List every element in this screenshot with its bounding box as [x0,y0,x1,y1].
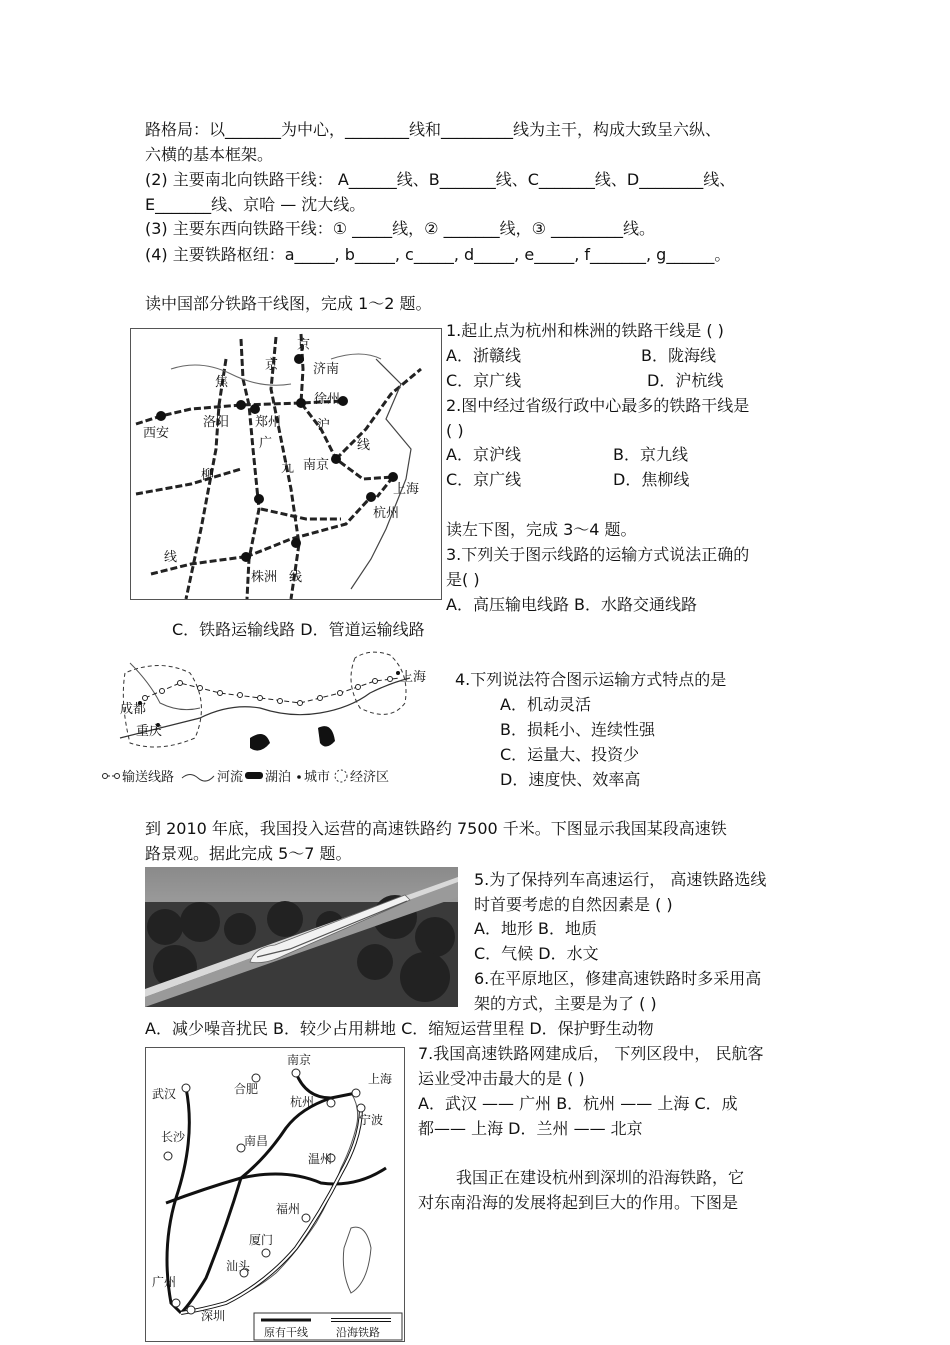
high-speed-rail-photo [145,867,458,1007]
map1-label-luoyang: 洛阳 [203,415,230,430]
paragraph-line-1: 我国正在建设杭州到深圳的沿海铁路，它 [456,1168,745,1187]
question-3: 3.下列关于图示线路的运输方式说法正确的 [446,545,750,564]
q3-options-cd: C．铁路运输线路 D．管道运输线路 [172,620,425,639]
map3-city-hangzhou: 杭州 [290,1095,315,1109]
map3-city-changsha: 长沙 [161,1130,186,1144]
q1-option-d: D．沪杭线 [647,371,724,390]
q6-options: A．减少噪音扰民 B．较少占用耕地 C．缩短运营里程 D．保护野生动物 [145,1019,654,1038]
intro-q3-4: 读左下图，完成 3～4 题。 [446,520,637,539]
legend-pipeline-label: 输送线路 [122,770,175,785]
map3-city-fuzhou: 福州 [276,1202,301,1216]
map3-city-shantou: 汕头 [226,1259,251,1273]
map1-label-nanjing: 南京 [303,458,330,473]
q2-option-b: B．京九线 [613,445,688,464]
coastal-railway-map [145,1047,405,1342]
text-line-5: (3) 主要东西向铁路干线：① _____线，② _______线，③ _________线。 [145,219,656,238]
question-6-b: 架的方式，主要是为了 ( ) [474,994,657,1013]
map1-label-jing-2: 京 [265,358,279,373]
q2-option-d: D．焦柳线 [613,470,690,489]
legend-econ-zone-label: 经济区 [350,770,390,785]
legend-city-label: 城市 [304,770,331,785]
map3-city-ningbo: 宁波 [359,1113,384,1127]
text-line-3: (2) 主要南北向铁路干线： A______线、B_______线、C_______线、D________线、 [145,170,736,189]
q1-option-a: A．浙赣线 [446,346,521,365]
map3-city-hefei: 合肥 [234,1082,259,1096]
map3-city-shanghai: 上海 [368,1072,393,1086]
q2-option-c: C．京广线 [446,470,522,489]
q5-options-cd: C．气候 D．水文 [474,944,599,963]
map1-label-jing-1: 京 [297,338,311,353]
intro-q1-2: 读中国部分铁路干线图，完成 1～2 题。 [145,294,432,313]
map3-city-xiamen: 厦门 [249,1233,274,1247]
map1-label-zhengzhou: 郑州 [255,415,282,430]
map1-label-jinan: 济南 [313,362,340,377]
q4-option-a: A．机动灵活 [500,695,591,714]
map1-label-xuzhou: 徐州 [314,392,341,407]
text-line-1: 路格局：以_______为中心，________线和_________线为主干，构成大致呈六纵、 [145,120,722,139]
pipeline-map-svg [100,643,445,788]
question-3-paren: 是( ) [446,570,480,589]
map1-label-xian-line: 线 [357,438,371,453]
map1-label-hu: 沪 [317,418,331,433]
question-2-paren: ( ) [446,421,464,440]
q7-options-line-2: 都—— 上海 D．兰州 —— 北京 [418,1119,643,1138]
map1-label-jiu: 九 [281,461,295,476]
question-5-b: 时首要考虑的自然因素是 ( ) [474,895,673,914]
map2-legend [103,769,390,785]
q7-options-line-1: A．武汉 —— 广州 B．杭州 —— 上海 C．成 [418,1094,738,1113]
map1-label-shanghai: 上海 [393,482,420,497]
intro-q5-7-a: 到 2010 年底，我国投入运营的高速铁路约 7500 千米。下图显示我国某段高速铁 [145,819,727,838]
question-7-a: 7.我国高速铁路网建成后， 下列区段中， 民航客 [418,1044,764,1063]
question-7-b: 运业受冲击最大的是 ( ) [418,1069,585,1088]
map1-label-xian-3: 线 [289,570,303,585]
map3-city-wuhan: 武汉 [152,1087,177,1101]
map1-label-jiao: 焦 [215,375,229,390]
text-line-6: (4) 主要铁路枢纽：a_____, b_____, c_____, d_____, e_____, f_______, g______。 [145,245,731,264]
map3-city-wenzhou: 温州 [308,1152,333,1166]
question-4: 4.下列说法符合图示运输方式特点的是 [455,670,727,689]
question-5-a: 5.为了保持列车高速运行， 高速铁路选线 [474,870,767,889]
map1-label-guang: 广 [259,436,273,451]
q4-option-c: C．运量大、投资少 [500,745,640,764]
question-1: 1.起止点为杭州和株洲的铁路干线是 ( ) [446,321,724,340]
railway-trunk-map-svg [131,329,441,599]
map1-label-xian: 西安 [143,426,170,441]
map2-city-chengdu: 成都 [120,702,147,717]
question-6-a: 6.在平原地区，修建高速铁路时多采用高 [474,969,762,988]
text-line-4: E_______线、京哈 — 沈大线。 [145,195,366,214]
map3-city-nanjing: 南京 [287,1053,312,1067]
map3-legend [254,1313,402,1340]
legend-original-trunk: 原有干线 [264,1326,308,1339]
text-line-2: 六横的基本框架。 [145,145,274,164]
q1-option-c: C．京广线 [446,371,522,390]
map2-city-chongqing: 重庆 [136,724,163,739]
map1-label-xian-2: 线 [164,550,178,565]
map1-label-liu: 柳 [201,468,215,483]
coastal-railway-map-svg [146,1048,404,1341]
q4-option-d: D．速度快、效率高 [500,770,641,789]
map2-city-shanghai: 上海 [400,670,427,685]
q4-option-b: B．损耗小、连续性强 [500,720,655,739]
legend-lake-label: 湖泊 [265,770,292,785]
pipeline-map [100,643,445,788]
map1-label-hangzhou: 杭州 [373,506,400,521]
q1-option-b: B．陇海线 [641,346,716,365]
map3-city-shenzhen: 深圳 [201,1309,226,1323]
legend-coastal-railway: 沿海铁路 [336,1326,380,1339]
q2-option-a: A．京沪线 [446,445,521,464]
railway-trunk-map [130,328,442,600]
legend-river-label: 河流 [217,770,244,785]
paragraph-line-2: 对东南沿海的发展将起到巨大的作用。下图是 [418,1193,739,1212]
intro-q5-7-b: 路景观。据此完成 5～7 题。 [145,844,352,863]
map1-label-zhuzhou: 株洲 [251,570,278,585]
question-2: 2.图中经过省级行政中心最多的铁路干线是 [446,396,750,415]
q5-options-ab: A．地形 B．地质 [474,919,598,938]
map3-city-guangzhou: 广州 [152,1275,177,1289]
q3-options-ab: A．高压输电线路 B．水路交通线路 [446,595,698,614]
map3-city-nanchang: 南昌 [244,1134,269,1148]
